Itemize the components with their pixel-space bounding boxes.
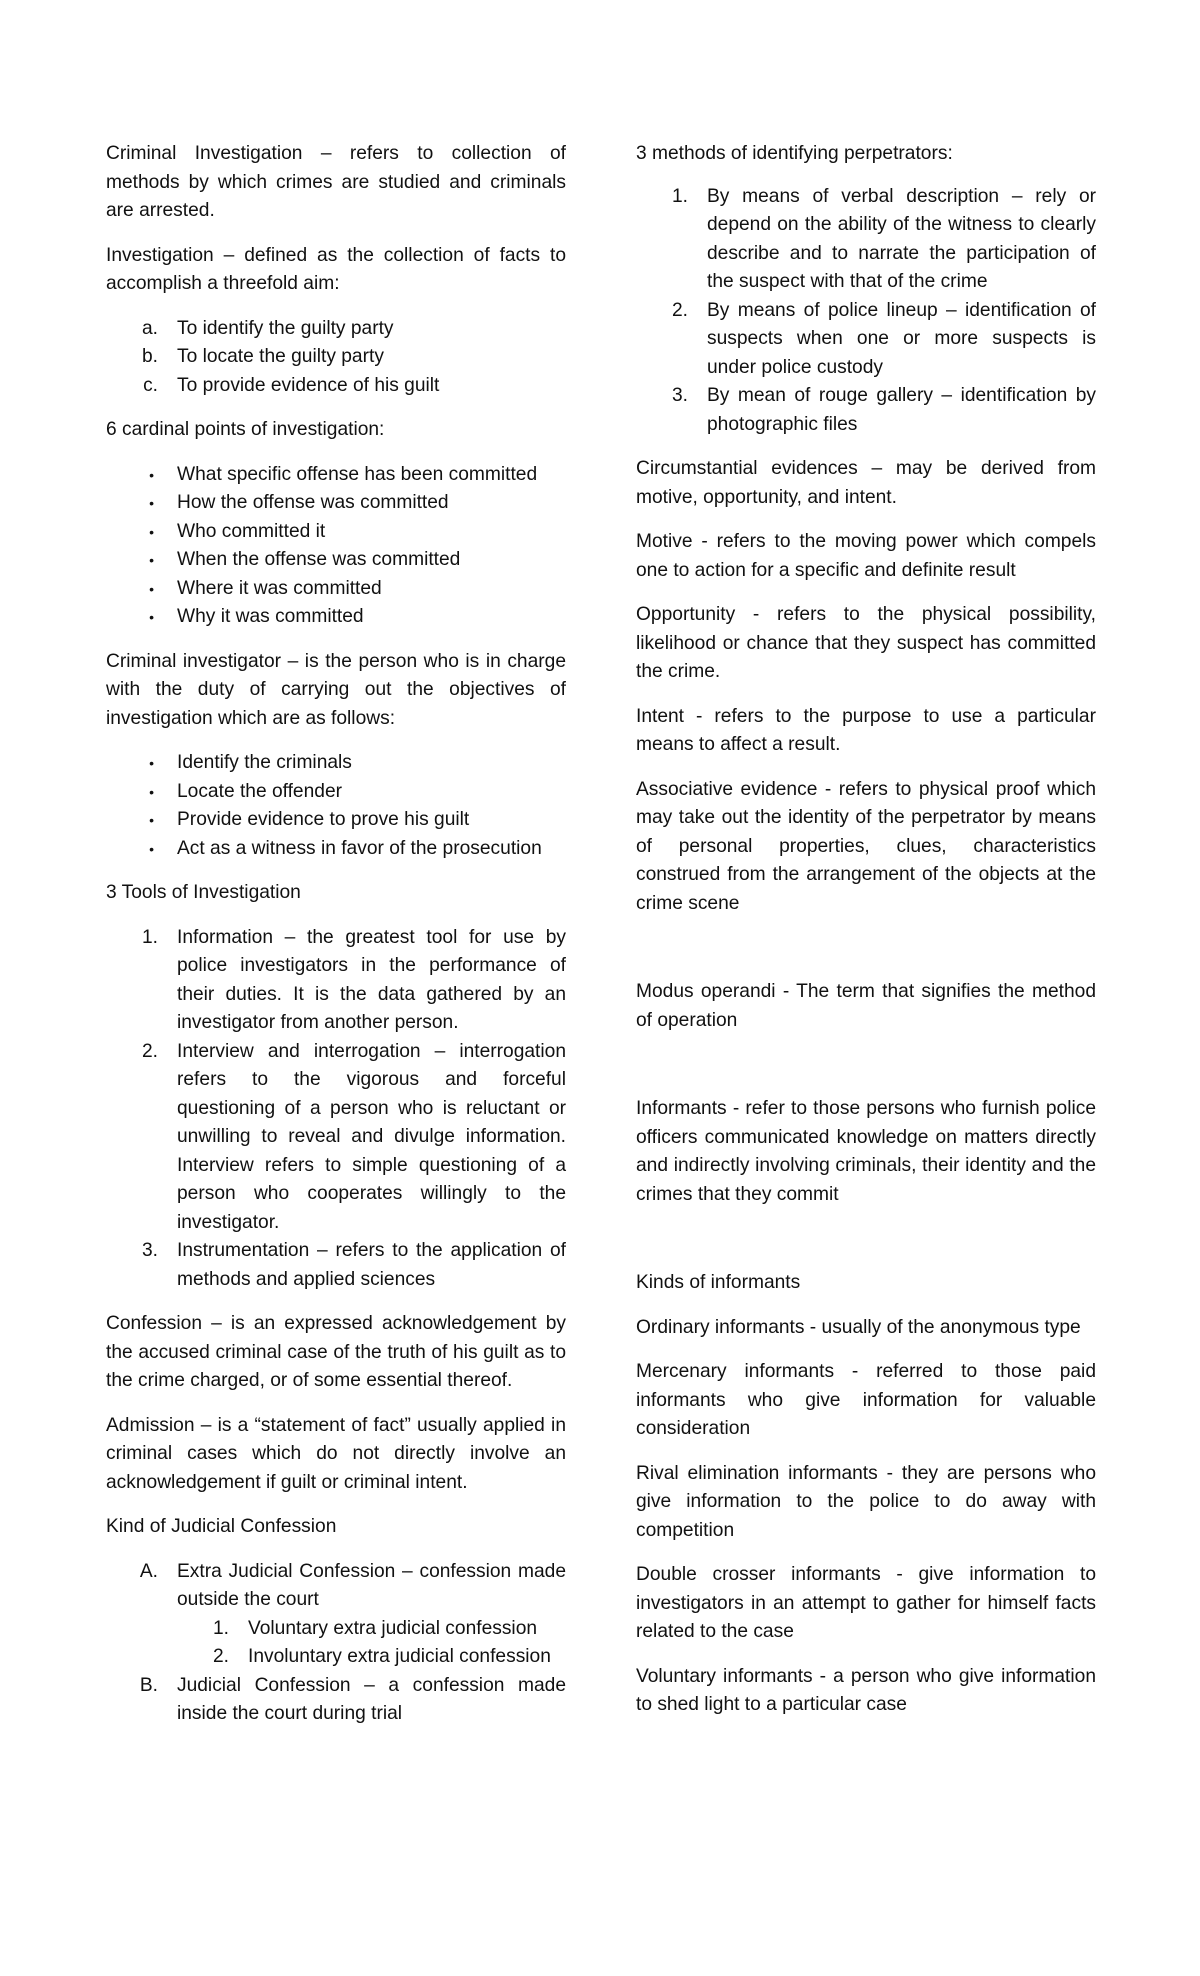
list-item: • Act as a witness in favor of the prosecution — [106, 835, 566, 864]
motive-definition: Motive - refers to the moving power which compels one to action for a specific and definite result — [636, 531, 1096, 581]
list-item: • Why it was committed — [106, 603, 566, 632]
methods-heading: 3 methods of identifying perpetrators: — [636, 143, 953, 164]
methods-list — [636, 183, 1096, 440]
judicial-confession-heading: Kind of Judicial Confession — [106, 1516, 337, 1537]
list-item: B. Judicial Confession – a confession made inside the court during trial — [139, 1674, 566, 1724]
judicial-confession-list — [106, 1558, 566, 1729]
bullet-icon: • — [149, 552, 154, 568]
list-item: a. To identify the guilty party — [141, 317, 394, 339]
bullet-icon: • — [149, 755, 154, 771]
left-column — [106, 140, 566, 1745]
bullet-icon: • — [149, 495, 154, 511]
list-item: • How the offense was committed — [106, 489, 566, 518]
list-item: 2. By means of police lineup – identification of suspects when one or more suspects is under police custody — [671, 299, 1096, 378]
bullet-icon: • — [149, 523, 154, 540]
rival-elimination-informants: Rival elimination informants - they are persons who give information to the police to do away with competition — [636, 1462, 1096, 1541]
investigation-definition: Investigation – defined as the collection of facts to accomplish a threefold aim: — [106, 244, 566, 294]
list-item: • Identify the criminals — [106, 749, 566, 778]
list-item: 2. Interview and interrogation – interrogation refers to the vigorous and forceful questioning of a person who is reluctant or unwilling to reveal and divulge information. Interview refers to simple questioning of a person who cooperates willingly to the investigator. — [141, 1040, 566, 1233]
bullet-icon: • — [149, 783, 154, 800]
list-item: c. To provide evidence of his guilt — [143, 374, 440, 396]
admission-definition: Admission – is a “statement of fact” usually applied in criminal cases which do not directly involve an acknowledgement if guilt or criminal intent. — [106, 1414, 566, 1493]
bullet-icon: • — [149, 580, 154, 597]
bullet-icon: • — [149, 609, 154, 625]
list-item: 1. Voluntary extra judicial confession — [212, 1617, 538, 1639]
mercenary-informants: Mercenary informants - referred to those paid informants who give information for valuable consideration — [636, 1361, 1096, 1439]
threefold-aim-list — [106, 315, 566, 401]
list-item: • Where it was committed — [106, 575, 566, 604]
criminal-investigation-definition: Criminal Investigation – refers to collection of methods by which crimes are studied and criminals are arrested. — [106, 143, 566, 221]
cardinal-points-list — [106, 461, 566, 632]
intent-definition: Intent - refers to the purpose to use a particular means to affect a result. — [636, 705, 1096, 755]
kinds-of-informants-heading: Kinds of informants — [636, 1272, 801, 1293]
cardinal-points-heading: 6 cardinal points of investigation: — [106, 419, 385, 440]
bullet-icon: • — [149, 840, 154, 857]
list-item: 1. By means of verbal description – rely or depend on the ability of the witness to clearly describe and to narrate the participation of the suspect with that of the crime — [671, 185, 1096, 292]
opportunity-definition: Opportunity - refers to the physical possibility, likelihood or chance that they suspect has committed the crime. — [636, 604, 1096, 682]
voluntary-informants: Voluntary informants - a person who give information to shed light to a particular case — [636, 1665, 1096, 1715]
confession-definition: Confession – is an expressed acknowledgement by the accused criminal case of the truth of his guilt as to the crime charged, or of some essential thereof. — [106, 1313, 566, 1391]
tools-list — [106, 924, 566, 1295]
list-item: • When the offense was committed — [106, 546, 566, 575]
list-item: A. Extra Judicial Confession – confession made outside the court 1. Voluntary extra judicial confession 2. Involuntary extra judicial confession — [106, 1558, 566, 1672]
modus-operandi: Modus operandi - The term that signifies the method of operation — [636, 981, 1096, 1031]
ordinary-informants: Ordinary informants - usually of the anonymous type — [636, 1316, 1081, 1338]
list-item: • What specific offense has been committed — [106, 461, 566, 490]
list-item: • Who committed it — [106, 518, 566, 547]
list-item: 3. By mean of rouge gallery – identification by photographic files — [671, 385, 1096, 435]
list-item: 1. Information – the greatest tool for use by police investigators in the performance of their duties. It is the data gathered by an investigator from another person. — [141, 926, 566, 1033]
list-item: b. To locate the guilty party — [141, 346, 384, 367]
list-item: 2. Involuntary extra judicial confession — [212, 1646, 551, 1667]
list-item: • Locate the offender — [106, 778, 566, 807]
informants-definition: Informants - refer to those persons who furnish police officers communicated knowledge on matters directly and indirectly involving criminals, their identity and the crimes that they commit — [636, 1098, 1096, 1205]
right-column — [636, 140, 1096, 1736]
double-crosser-informants: Double crosser informants - give information to investigators in an attempt to gather for himself facts related to the case — [636, 1564, 1096, 1642]
criminal-investigator-definition: Criminal investigator – is the person who is in charge with the duty of carrying out the objectives of investigation which are as follows: — [106, 650, 566, 729]
tools-heading: 3 Tools of Investigation — [106, 882, 301, 903]
list-item: • Provide evidence to prove his guilt — [106, 806, 566, 835]
circumstantial-evidences: Circumstantial evidences – may be derived from motive, opportunity, and intent. — [636, 458, 1096, 508]
bullet-icon: • — [149, 466, 154, 483]
associative-evidence: Associative evidence - refers to physical proof which may take out the identity of the perpetrator by means of personal properties, clues, characteristics construed from the arrangement of the objects at the crime scene — [636, 778, 1096, 914]
list-item: 3. Instrumentation – refers to the application of methods and applied sciences — [141, 1240, 566, 1290]
objectives-list — [106, 749, 566, 863]
bullet-icon: • — [149, 812, 154, 828]
extra-judicial-sublist — [177, 1615, 566, 1672]
